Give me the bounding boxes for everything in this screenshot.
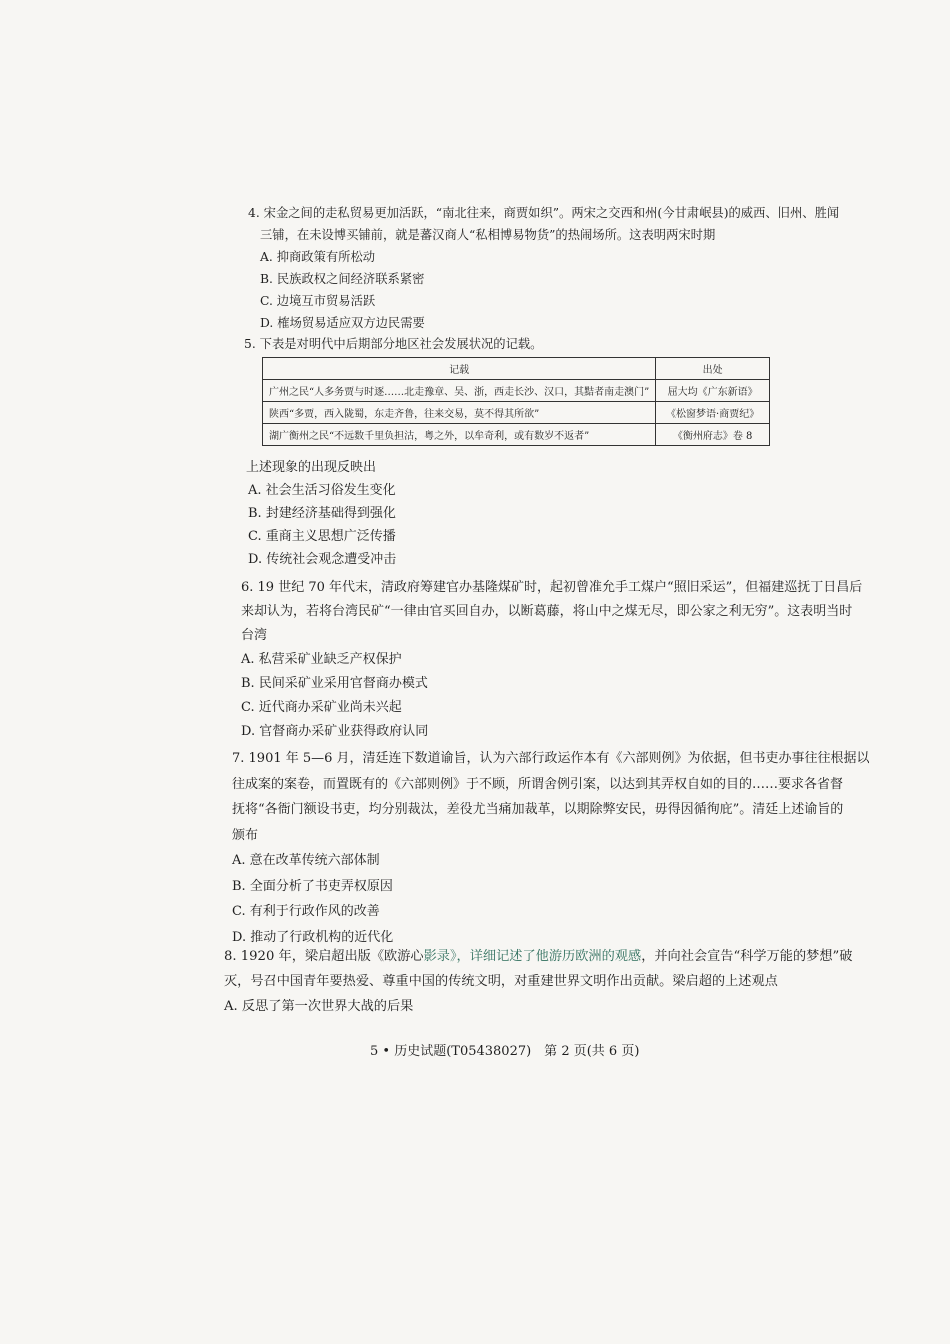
question-5-option-a: A. 社会生活习俗发生变化 bbox=[248, 483, 396, 498]
question-6-option-b: B. 民间采矿业采用官督商办模式 bbox=[241, 676, 428, 691]
question-5-option-b: B. 封建经济基础得到强化 bbox=[248, 506, 396, 521]
table-row bbox=[263, 424, 770, 446]
table-header-record: 记载 bbox=[263, 358, 656, 380]
question-4-stem-line-2: 三铺，在未设博买铺前，就是蕃汉商人“私相博易物货”的热闹场所。这表明两宋时期 bbox=[260, 228, 716, 242]
question-4-option-b: B. 民族政权之间经济联系紧密 bbox=[260, 272, 425, 286]
question-5-answers bbox=[246, 456, 396, 571]
question-7-stem-line-1: 7. 1901 年 5—6 月，清廷连下数道谕旨，认为六部行政运作本有《六部则例》为依据，但书吏办事往往根据以 bbox=[232, 751, 870, 766]
question-6-stem-line-1: 6. 19 世纪 70 年代末，清政府筹建官办基隆煤矿时，起初曾准允手工煤户“照旧采运”，但福建巡抚丁日昌后 bbox=[241, 580, 863, 595]
question-7-option-c: C. 有利于行政作风的改善 bbox=[232, 904, 380, 919]
question-5-option-c: C. 重商主义思想广泛传播 bbox=[248, 529, 396, 544]
question-7-option-a: A. 意在改革传统六部体制 bbox=[232, 853, 380, 868]
question-7-stem-line-2: 往成案的案卷，而置既有的《六部则例》于不顾，所谓舍例引案，以达到其弄权自如的目的……要求各省督 bbox=[232, 776, 844, 792]
question-5-lead: 上述现象的出现反映出 bbox=[246, 460, 377, 475]
table-cell-record: 陕西“多贾，西入陇蜀，东走齐鲁，往来交易，莫不得其所欲” bbox=[263, 402, 656, 424]
table-header-row bbox=[263, 358, 770, 380]
question-6 bbox=[241, 576, 862, 744]
question-7 bbox=[232, 746, 870, 950]
table-cell-source: 《松窗梦语·商贾纪》 bbox=[656, 402, 770, 424]
question-4-stem-line-1: 4. 宋金之间的走私贸易更加活跃，“南北往来，商贾如织”。两宋之交西和州(今甘肃岷县)的威西、旧州、胜闻 bbox=[248, 206, 840, 220]
question-7-stem-line-4: 颁布 bbox=[232, 827, 259, 843]
table-cell-record: 广州之民“人多务贾与时逐……北走豫章、吴、浙，西走长沙、汉口，其黠者南走澳门” bbox=[263, 380, 656, 402]
question-6-option-d: D. 官督商办采矿业获得政府认同 bbox=[241, 724, 429, 739]
question-6-option-c: C. 近代商办采矿业尚未兴起 bbox=[241, 700, 402, 715]
question-5-option-d: D. 传统社会观念遭受冲击 bbox=[248, 552, 397, 567]
question-5-stem: 5. 下表是对明代中后期部分地区社会发展状况的记载。 bbox=[244, 337, 543, 351]
table-cell-record: 湖广衡州之民“不远数千里负担沽，粤之外，以牟奇利，或有数岁不返者” bbox=[263, 424, 656, 446]
records-table bbox=[262, 357, 770, 446]
question-7-stem-line-3: 抚将“各衙门额设书吏，均分别裁汰，差役尤当痛加裁革，以期除弊安民，毋得因循徇庇”。清廷上述谕旨的 bbox=[232, 802, 844, 817]
table-header-source: 出处 bbox=[656, 358, 770, 380]
question-7-option-b: B. 全面分析了书吏弄权原因 bbox=[232, 878, 393, 894]
question-8-stem-line-2: 灭，号召中国青年要热爱、尊重中国的传统文明，对重建世界文明作出贡献。梁启超的上述观点 bbox=[224, 974, 778, 989]
question-6-option-a: A. 私营采矿业缺乏产权保护 bbox=[241, 652, 402, 667]
question-4-option-a: A. 抑商政策有所松动 bbox=[260, 250, 376, 264]
question-6-stem-line-3: 台湾 bbox=[241, 628, 268, 643]
question-4-option-d: D. 榷场贸易适应双方边民需要 bbox=[260, 316, 425, 330]
table-row bbox=[263, 380, 770, 402]
table-cell-source: 《衡州府志》卷 8 bbox=[656, 424, 770, 446]
question-4-option-c: C. 边境互市贸易活跃 bbox=[260, 294, 376, 308]
question-4 bbox=[248, 202, 839, 334]
question-7-option-d: D. 推动了行政机构的近代化 bbox=[232, 929, 394, 945]
question-8-option-a: A. 反思了第一次世界大战的后果 bbox=[224, 999, 414, 1014]
question-8-stem-line-1: 8. 1920 年，梁启超出版《欧游心影录》，详细记述了他游历欧洲的观感，并向社会宣告“科学万能的梦想”破 bbox=[224, 949, 853, 964]
question-8 bbox=[224, 944, 852, 1019]
question-6-stem-line-2: 来却认为，若将台湾民矿“一律由官买回自办，以断葛藤，将山中之煤无尽，即公家之利无穷”。这表明当时 bbox=[241, 604, 853, 619]
page-footer: 5 • 历史试题(T05438027) 第 2 页(共 6 页) bbox=[370, 1044, 640, 1059]
table-cell-source: 屈大均《广东新语》 bbox=[656, 380, 770, 402]
table-row bbox=[263, 402, 770, 424]
